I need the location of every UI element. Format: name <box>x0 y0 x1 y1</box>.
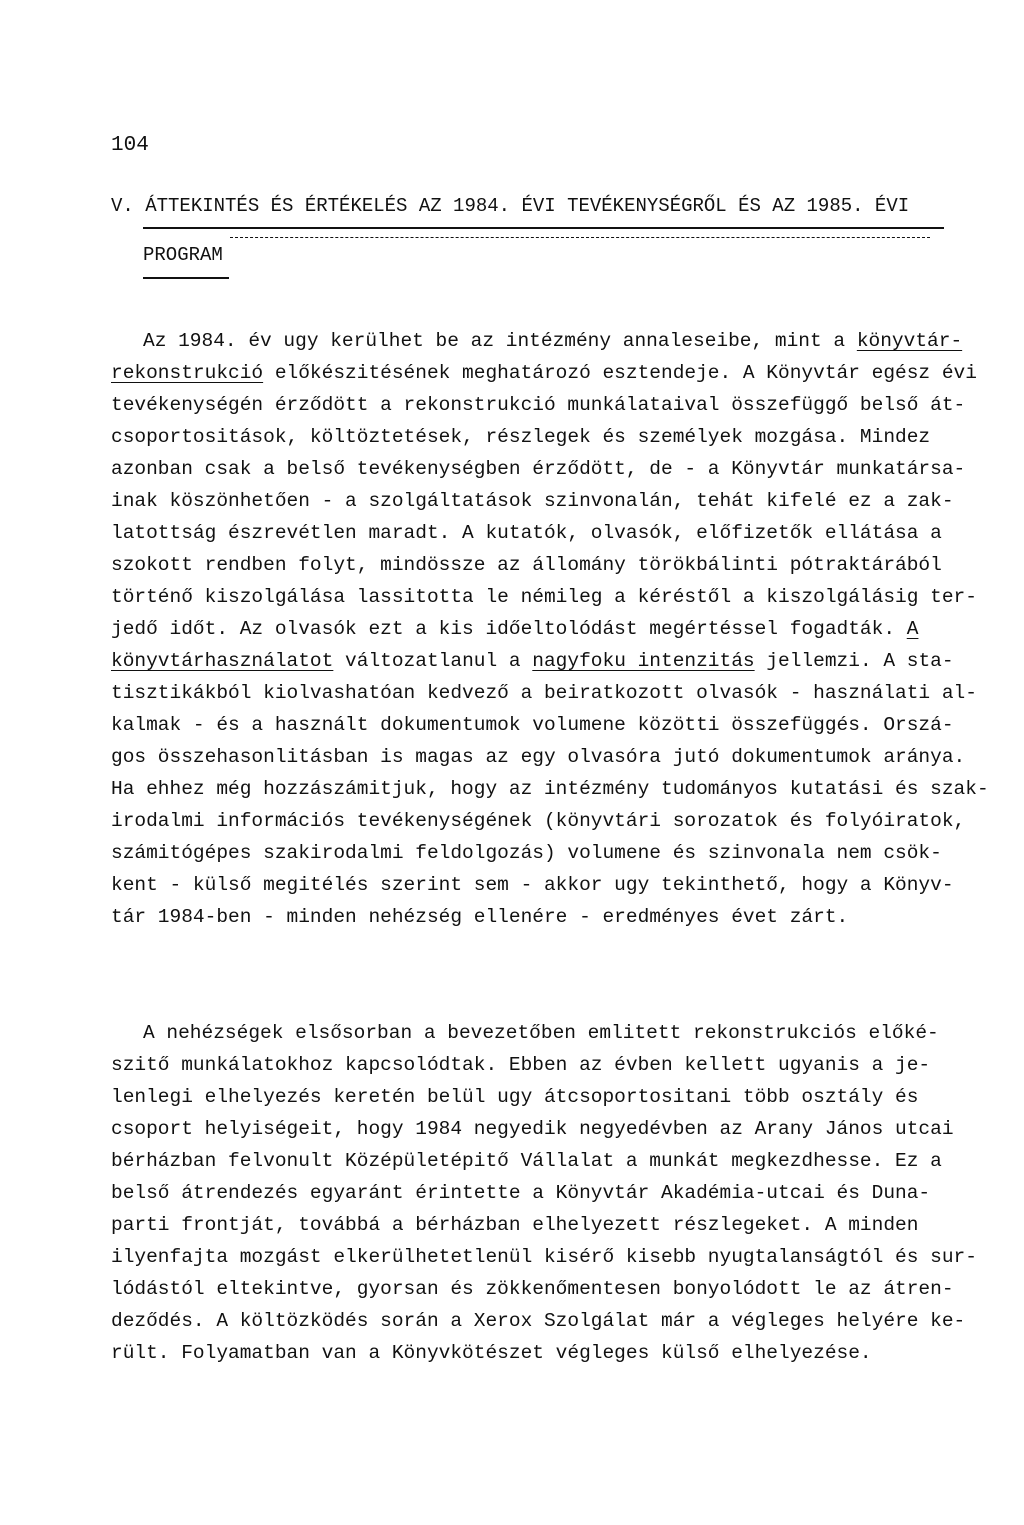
paragraph-line: csoport helyiségeit, hogy 1984 negyedik negyedévben az Arany János utcai <box>111 1118 954 1140</box>
paragraph-line: jedő időt. Az olvasók ezt a kis időeltolódást megértéssel fogadták. A <box>111 618 919 640</box>
paragraph-line: könyvtárhasználatot változatlanul a nagyfoku intenzitás jellemzi. A sta- <box>111 650 954 672</box>
paragraph-line: rült. Folyamatban van a Könyvkötészet végleges külső elhelyezése. <box>111 1342 872 1364</box>
paragraph-line: lenlegi elhelyezés keretén belül ugy átcsoportositani több osztály és <box>111 1086 919 1108</box>
paragraph-line: számitógépes szakirodalmi feldolgozás) volumene és szinvonala nem csök- <box>111 842 942 864</box>
paragraph-line: tár 1984-ben - minden nehézség ellenére - eredményes évet zárt. <box>111 906 849 928</box>
heading-underline-1 <box>143 227 944 229</box>
section-heading-line-1: V. ÁTTEKINTÉS ÉS ÉRTÉKELÉS AZ 1984. ÉVI TEVÉKENYSÉGRŐL ÉS AZ 1985. ÉVI <box>111 195 910 217</box>
paragraph-line: belső átrendezés egyaránt érintette a Könyvtár Akadémia-utcai és Duna- <box>111 1182 931 1204</box>
heading-underline-2 <box>143 277 229 279</box>
page-number: 104 <box>111 134 149 157</box>
paragraph-line: gos összehasonlitásban is magas az egy olvasóra jutó dokumentumok aránya. <box>111 746 966 768</box>
paragraph-line: Ha ehhez még hozzászámitjuk, hogy az intézmény tudományos kutatási és szak- <box>111 778 989 800</box>
paragraph-line: kent - külső megitélés szerint sem - akkor ugy tekinthető, hogy a Könyv- <box>111 874 954 896</box>
paragraph-line: tisztikákból kiolvashatóan kedvező a beiratkozott olvasók - használati al- <box>111 682 977 704</box>
paragraph-line: ilyenfajta mozgást elkerülhetetlenül kisérő kisebb nyugtalanságtól és sur- <box>111 1246 977 1268</box>
paragraph-line: csoportositások, költöztetések, részlegek és személyek mozgása. Mindez <box>111 426 931 448</box>
paragraph-line: kalmak - és a használt dokumentumok volumene közötti összefüggés. Orszá- <box>111 714 954 736</box>
paragraph-line: irodalmi információs tevékenységének (könyvtári sorozatok és folyóiratok, <box>111 810 966 832</box>
paragraph-line: szitő munkálatokhoz kapcsolódtak. Ebben az évben kellett ugyanis a je- <box>111 1054 931 1076</box>
paragraph-line: azonban csak a belső tevékenységben érződött, de - a Könyvtár munkatársa- <box>111 458 966 480</box>
paragraph-line: tevékenységén érződött a rekonstrukció munkálataival összefüggő belső át- <box>111 394 966 416</box>
heading-underline-faint <box>230 237 930 238</box>
paragraph-line: lódástól eltekintve, gyorsan és zökkenőmentesen bonyolódott le az átren- <box>111 1278 954 1300</box>
paragraph-line: történő kiszolgálása lassitotta le némileg a kéréstől a kiszolgálásig ter- <box>111 586 977 608</box>
paragraph-line: szokott rendben folyt, mindössze az állomány törökbálinti pótraktárából <box>111 554 942 576</box>
paragraph-2 <box>111 1017 991 1369</box>
paragraph-line: rekonstrukció előkészitésének meghatározó esztendeje. A Könyvtár egész évi <box>111 362 977 384</box>
paragraph-line: parti frontját, továbbá a bérházban elhelyezett részlegeket. A minden <box>111 1214 919 1236</box>
paragraph-1 <box>111 325 991 933</box>
paragraph-line: bérházban felvonult Középületépitő Vállalat a munkát megkezdhesse. Ez a <box>111 1150 942 1172</box>
paragraph-line: inak köszönhetően - a szolgáltatások szinvonalán, tehát kifelé ez a zak- <box>111 490 954 512</box>
section-heading-line-2: PROGRAM <box>143 244 223 266</box>
paragraph-line: deződés. A költözködés során a Xerox Szolgálat már a végleges helyére ke- <box>111 1310 966 1332</box>
paragraph-line: latottság észrevétlen maradt. A kutatók, olvasók, előfizetők ellátása a <box>111 522 942 544</box>
paragraph-line: Az 1984. év ugy kerülhet be az intézmény annaleseibe, mint a könyvtár- <box>143 330 963 352</box>
paragraph-line: A nehézségek elsősorban a bevezetőben emlitett rekonstrukciós előké- <box>143 1022 939 1044</box>
